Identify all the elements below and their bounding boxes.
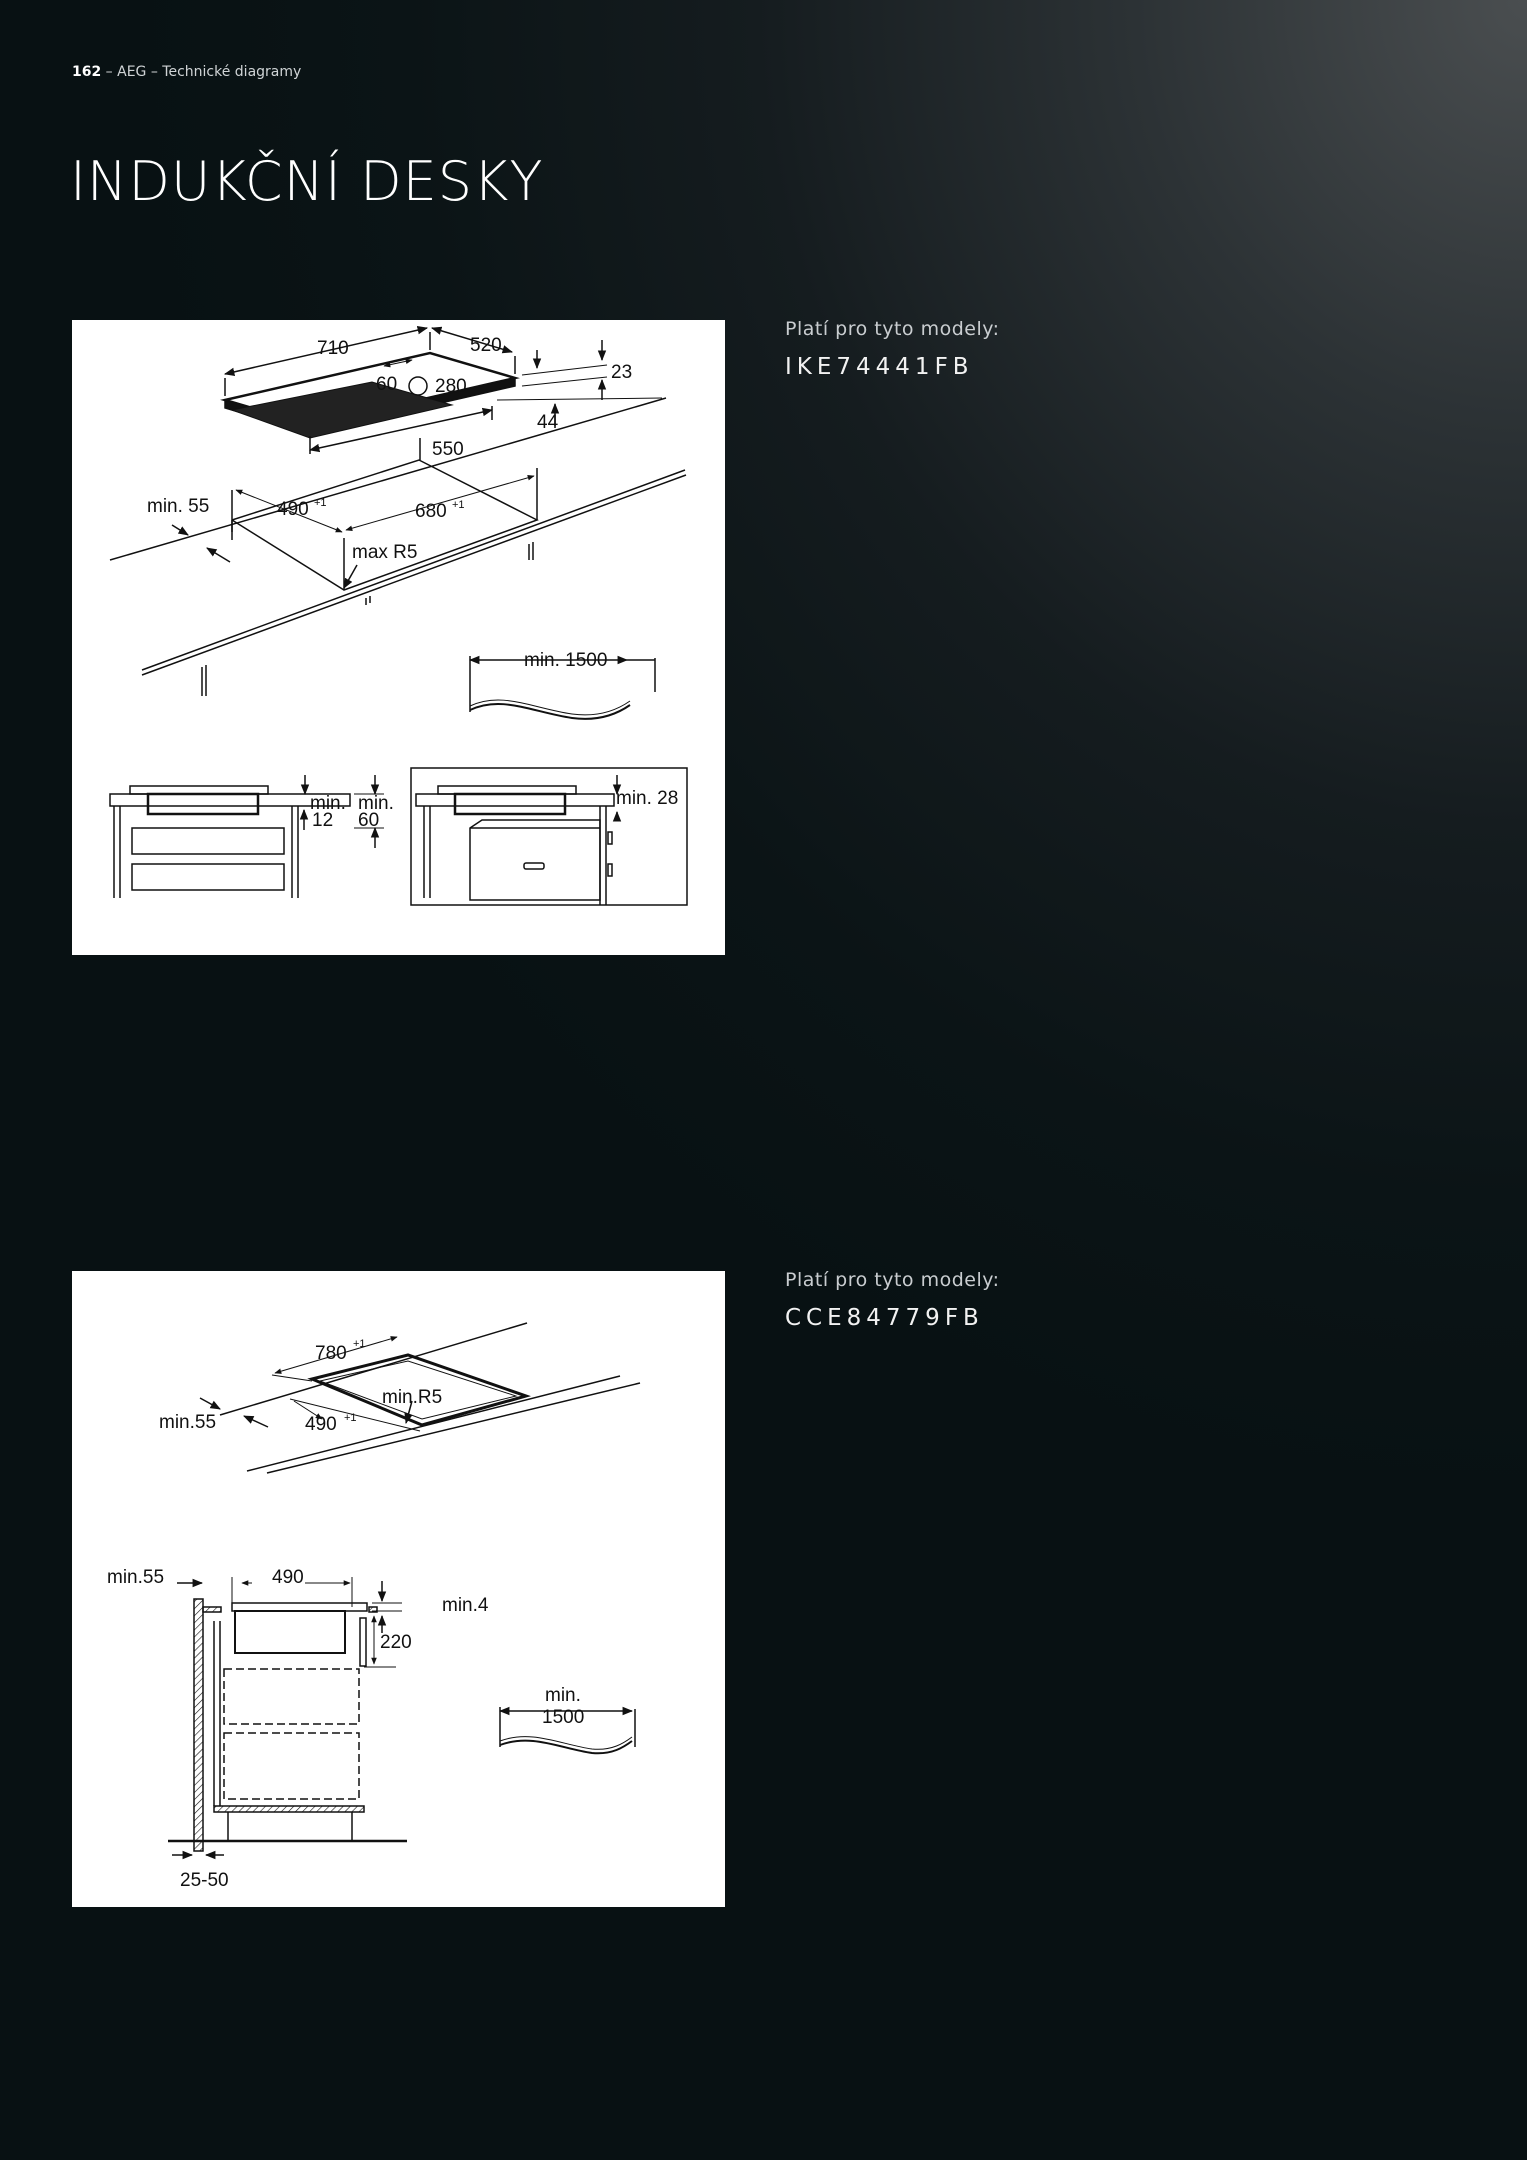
header-text: – AEG – Technické diagramy — [101, 64, 302, 80]
installation-diagram-2 — [72, 1271, 725, 1907]
models-label: Platí pro tyto modely: — [785, 318, 1000, 340]
model-code: CCE84779FB — [785, 1305, 984, 1331]
dim-520: 520 — [470, 335, 502, 356]
dim-min55: min. 55 — [147, 496, 210, 517]
page-title: INDUKČNÍ DESKY — [70, 150, 544, 213]
installation-diagram-1 — [72, 320, 725, 955]
page-header — [72, 64, 301, 80]
dim-220: 220 — [380, 1632, 412, 1653]
dim-min-28: min. 28 — [616, 788, 679, 809]
model-code: IKE74441FB — [785, 354, 974, 380]
diagram-panel-ike74441fb — [72, 320, 725, 955]
dim-25-50: 25-50 — [180, 1870, 229, 1891]
models-block-2 — [785, 1269, 1000, 1331]
dim-12: 12 — [312, 810, 334, 831]
diagram-panel-cce84779fb — [72, 1271, 725, 1907]
page-number: 162 — [72, 64, 102, 80]
dim-min-r5: min.R5 — [382, 1387, 443, 1408]
dim-23: 23 — [611, 362, 633, 383]
dim-490: 490 — [277, 499, 309, 520]
dim-490-section: 490 — [272, 1567, 304, 1588]
dim-1500: 1500 — [542, 1707, 585, 1728]
dim-min-label-a: min. — [310, 793, 346, 814]
models-label: Platí pro tyto modely: — [785, 1269, 1000, 1291]
dim-max-r5: max R5 — [352, 542, 418, 563]
dim-490-tolerance: +1 — [344, 1412, 357, 1424]
dim-780: 780 — [315, 1343, 347, 1364]
dim-min55: min.55 — [159, 1412, 217, 1433]
dim-min-4: min.4 — [442, 1595, 489, 1616]
dim-780-tolerance: +1 — [353, 1338, 366, 1350]
dim-280: 280 — [435, 376, 467, 397]
dim-680-tolerance: +1 — [452, 499, 465, 511]
dim-min-label-b: min. — [358, 793, 394, 814]
dim-710: 710 — [317, 338, 349, 359]
dim-min-1500: min. 1500 — [524, 650, 608, 671]
dim-44: 44 — [537, 412, 559, 433]
dim-550: 550 — [432, 439, 464, 460]
dim-490-tolerance: +1 — [314, 497, 327, 509]
dim-490: 490 — [305, 1414, 337, 1435]
dim-60: 60 — [376, 374, 398, 395]
dim-min-label: min. — [545, 1685, 581, 1706]
dim-680: 680 — [415, 501, 447, 522]
dim-min55-section: min.55 — [107, 1567, 165, 1588]
models-block-1 — [785, 318, 1000, 380]
dim-60-b: 60 — [358, 810, 380, 831]
